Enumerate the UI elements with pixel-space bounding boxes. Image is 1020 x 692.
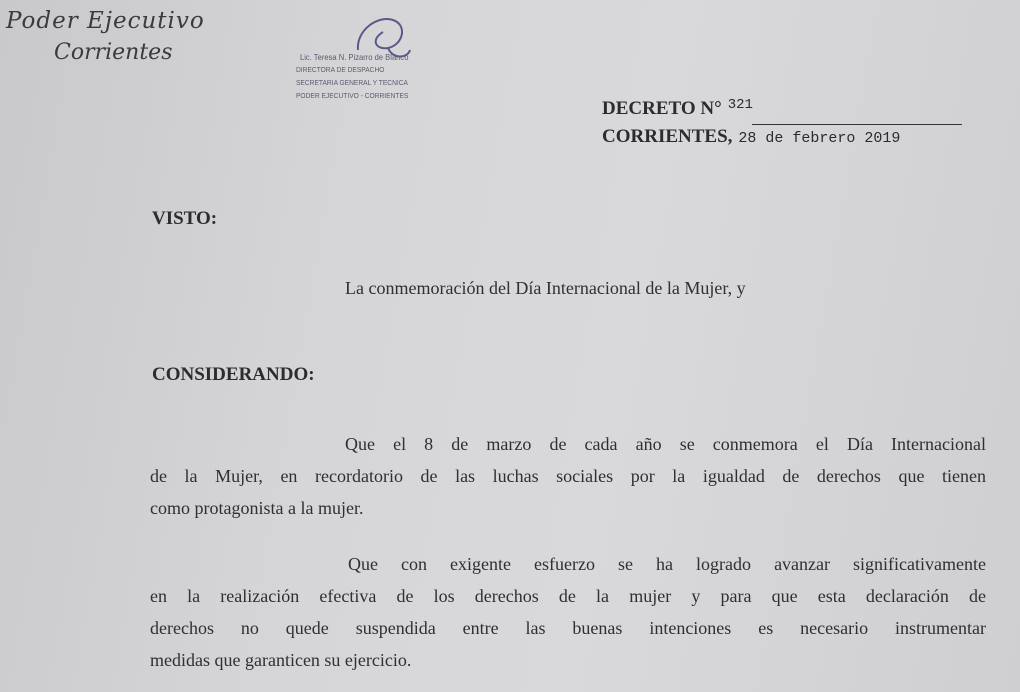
decree-place-date (602, 126, 900, 148)
visto-text: La conmemoración del Día Internacional de la Mujer, y (345, 278, 746, 298)
considerando-heading: CONSIDERANDO: (152, 364, 315, 385)
decree-underline (752, 124, 962, 125)
considerando-paragraph-2 (150, 548, 986, 676)
decree-header (602, 98, 900, 148)
letterhead-title: Poder Ejecutivo (6, 8, 205, 34)
paragraph-line: derechos no quede suspendida entre las buenas intenciones es necesario instrumentar (150, 618, 986, 638)
paragraph-line: como protagonista a la mujer. (150, 498, 364, 518)
paragraph-line: de la Mujer, en recordatorio de las luchas sociales por la igualdad de derechos que tienen (150, 466, 986, 486)
official-stamp (296, 48, 496, 110)
paragraph-line: Que con exigente esfuerzo se ha logrado avanzar significativamente (348, 554, 986, 574)
decree-number-line (602, 98, 900, 120)
decree-place: CORRIENTES, (602, 126, 733, 147)
decree-date: 28 de febrero 2019 (738, 130, 901, 147)
considerando-paragraph-1 (150, 428, 986, 524)
visto-heading: VISTO: (152, 208, 218, 229)
paragraph-line: medidas que garanticen su ejercicio. (150, 650, 412, 670)
stamp-line: Lic. Teresa N. Pizarro de Blanco (300, 53, 409, 62)
paragraph-line: en la realización efectiva de los derechos de la mujer y para que esta declaración de (150, 586, 986, 606)
stamp-line: DIRECTORA DE DESPACHO (296, 67, 385, 74)
decree-number: 321 (727, 97, 753, 113)
paragraph-line: Que el 8 de marzo de cada año se conmemora el Día Internacional (345, 434, 986, 454)
stamp-line: PODER EJECUTIVO - CORRIENTES (296, 93, 409, 100)
stamp-line: SECRETARIA GENERAL Y TECNICA (296, 80, 408, 87)
letterhead (6, 8, 205, 65)
letterhead-subtitle: Corrientes (54, 40, 173, 65)
decree-label: DECRETO N° (602, 98, 722, 119)
